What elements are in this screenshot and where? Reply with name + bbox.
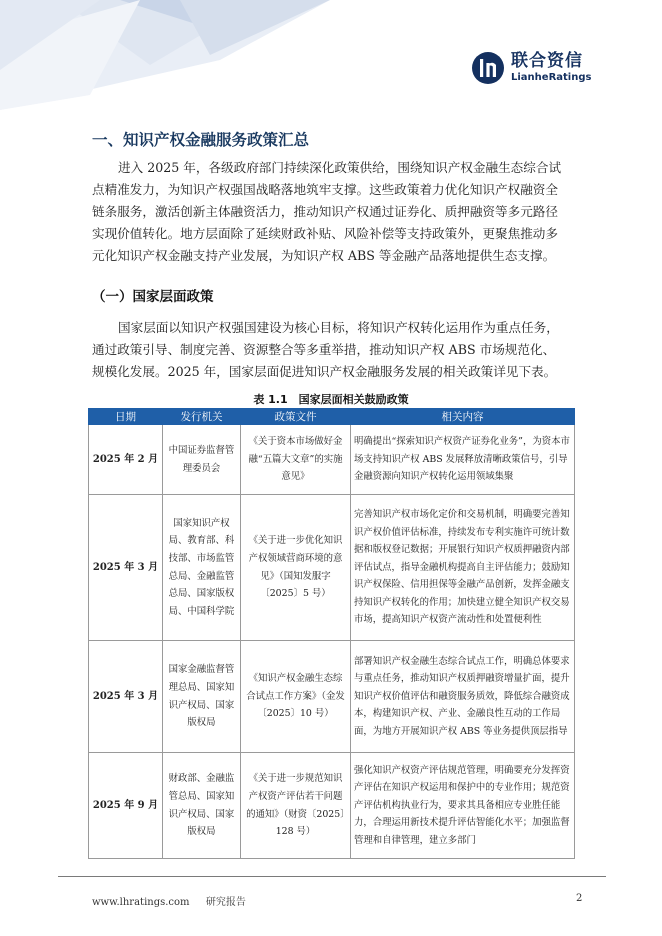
cell-date: 2025 年 2 月 [89,425,163,495]
table-caption: 表 1.1 国家层面相关鼓励政策 [253,393,409,406]
sub-line: 规模化发展。2025 年，国家层面促进知识产权金融服务发展的相关政策详见下表。 [92,364,557,379]
cell-document: 《关于进一步优化知识产权领域营商环境的意见》（国知发服字〔2025〕5 号） [241,495,351,641]
cell-issuer: 中国证券监督管理委员会 [163,425,241,495]
cell-content: 部署知识产权金融生态综合试点工作，明确总体要求与重点任务，推动知识产权质押融资增量扩面，提升知识产权价值评估和融资服务质效，降低综合融资成本，构建知识产权、产业、金融良性互动的工作局面，为地方开展知识产权 ABS 等业务提供顶层指导 [351,641,575,753]
intro-line: 链条服务，激活创新主体融资活力，推动知识产权通过证券化、质押融资等多元路径 [92,204,558,219]
footer-report-type: 研究报告 [205,897,246,908]
cell-issuer: 财政部、金融监管总局、国家知识产权局、国家版权局 [163,753,241,859]
cell-document: 《关于资本市场做好金融“五篇大文章”的实施意见》 [241,425,351,495]
table-header-row [89,409,575,425]
subsection-title: （一）国家层面政策 [92,289,214,305]
intro-line: 元化知识产权金融支持产业发展，为知识产权 ABS 等金融产品落地提供生态支撑。 [92,248,556,263]
sub-line: 通过政策引导、制度完善、资源整合等多重举措，推动知识产权 ABS 市场规范化、 [92,342,556,357]
lianhe-logo [471,48,591,88]
footer-source [92,893,246,908]
cell-date: 2025 年 3 月 [89,641,163,753]
cell-document: 《知识产权金融生态综合试点工作方案》（金发〔2025〕10 号） [241,641,351,753]
intro-line: 实现价值转化。地方层面除了延续财政补贴、风险补偿等支持政策外，更聚焦推动多 [92,226,558,241]
logo-chinese-name: 联合资信 [511,51,583,71]
logo-english-name: LianheRatings [511,72,592,83]
table-row [89,425,575,495]
column-header-issuer: 发行机关 [163,409,241,425]
column-header-document: 政策文件 [241,409,351,425]
page-number: 2 [576,893,583,904]
policy-table [88,408,575,859]
intro-paragraph [92,157,578,267]
cell-issuer: 国家知识产权局、教育部、科技部、市场监管总局、金融监管总局、国家版权局、中国科学院 [163,495,241,641]
section-title: 一、知识产权金融服务政策汇总 [92,131,310,149]
table-row [89,495,575,641]
subsection-paragraph [92,317,578,383]
cell-content: 强化知识产权资产评估规范管理，明确要充分发挥资产评估在知识产权运用和保护中的专业作用；规范资产评估机构执业行为，要求其具备相应专业胜任能力，合理运用新技术提升评估智能化水平；加强监督管理和自律管理，建立多部门 [351,753,575,859]
footer-divider [58,876,606,877]
sub-line: 国家层面以知识产权强国建设为核心目标，将知识产权转化运用作为重点任务， [118,320,559,335]
table-row [89,753,575,859]
intro-line: 进入 2025 年，各级政府部门持续深化政策供给，围绕知识产权金融生态综合试 [118,160,562,175]
intro-line: 点精准发力，为知识产权强国战略落地筑牢支撑。这些政策着力优化知识产权融资全 [92,182,558,197]
footer-website: www.lhratings.com [92,897,190,908]
lianhe-logo-mark-icon [471,51,505,85]
cell-date: 2025 年 9 月 [89,753,163,859]
cell-date: 2025 年 3 月 [89,495,163,641]
table-row [89,641,575,753]
cell-content: 完善知识产权市场化定价和交易机制，明确要完善知识产权价值评估标准，持续发布专利实施许可统计数据和版权登记数据；开展银行知识产权质押融资内部评估试点，指导金融机构提高自主评估能力；鼓励知识产权保险、信用担保等金融产品创新，发挥金融支持知识产权转化的作用；加快建立健全知识产权交易市场，提高知识产权资产流动性和处置便利性 [351,495,575,641]
cell-issuer: 国家金融监督管理总局、国家知识产权局、国家版权局 [163,641,241,753]
column-header-content: 相关内容 [351,409,575,425]
column-header-date: 日期 [89,409,163,425]
cell-content: 明确提出“探索知识产权资产证券化业务”，为资本市场支持知识产权 ABS 发展释放清晰政策信号，引导金融资源向知识产权转化运用领域集聚 [351,425,575,495]
cell-document: 《关于进一步规范知识产权资产评估若干问题的通知》（财资〔2025〕128 号） [241,753,351,859]
